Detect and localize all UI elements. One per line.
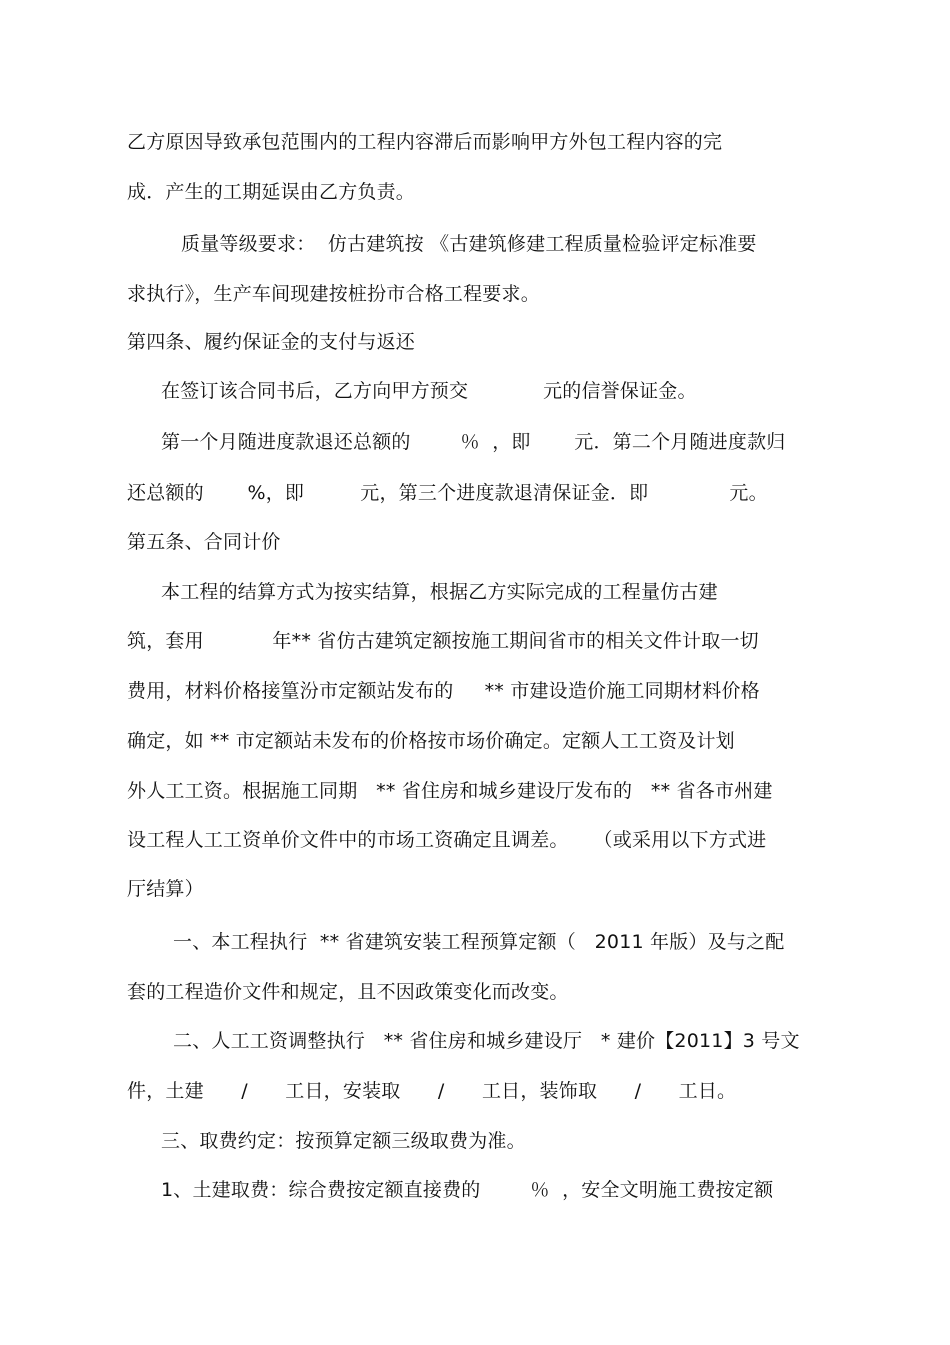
- text-line: 套的工程造价文件和规定，且不因政策变化而改变。: [127, 981, 569, 1003]
- text-line: 二、人工工资调整执行 ** 省住房和城乡建设厅 * 建价【2011】3 号文: [173, 1030, 800, 1052]
- text-line: 第一个月随进度款退还总额的 ％ ，即 元．第二个月随进度款归: [161, 431, 786, 453]
- text-line: 筑，套用 年** 省仿古建筑定额按施工期间省市的相关文件计取一切: [127, 630, 759, 652]
- text-line: 乙方原因导致承包范围内的工程内容滞后而影响甲方外包工程内容的完: [127, 131, 723, 153]
- text-line: 求执行》，生产车间现建按桩扮市合格工程要求。: [127, 283, 540, 305]
- text-line: 在签订该合同书后，乙方向甲方预交 元的信誉保证金。: [161, 380, 697, 402]
- text-line: 厅结算）: [127, 878, 204, 900]
- text-line: 三、取费约定：按预算定额三级取费为准。: [161, 1130, 526, 1152]
- text-line: 件，土建 / 工日，安装取 / 工日，装饰取 / 工日。: [127, 1080, 737, 1102]
- text-line: 还总额的 %，即 元，第三个进度款退清保证金．即 元。: [127, 482, 768, 504]
- section-heading: 第四条、履约保证金的支付与返还: [127, 331, 416, 353]
- text-line: 一、本工程执行 ** 省建筑安装工程预算定额（ 2011 年版）及与之配: [173, 931, 785, 953]
- text-line: 1、土建取费：综合费按定额直接费的 ％ ，安全文明施工费按定额: [161, 1179, 774, 1201]
- text-line: 成．产生的工期延误由乙方负责。: [127, 181, 416, 203]
- text-line: 外人工工资。根据施工同期 ** 省住房和城乡建设厅发布的 ** 省各市州建: [127, 780, 773, 802]
- text-line: 质量等级要求： 仿古建筑按 《古建筑修建工程质量检验评定标准要: [181, 233, 757, 255]
- text-line: 本工程的结算方式为按实结算，根据乙方实际完成的工程量仿古建: [161, 581, 718, 603]
- text-line: 设工程人工工资单价文件中的市场工资确定且调差。 （或采用以下方式进: [127, 829, 767, 851]
- text-line: 费用，材料价格接篁汾市定额站发布的 ** 市建设造价施工同期材料价格: [127, 680, 760, 702]
- text-line: 确定，如 ** 市定额站未发布的价格按市场价确定。定额人工工资及计划: [127, 730, 735, 752]
- section-heading: 第五条、合同计价: [127, 531, 281, 553]
